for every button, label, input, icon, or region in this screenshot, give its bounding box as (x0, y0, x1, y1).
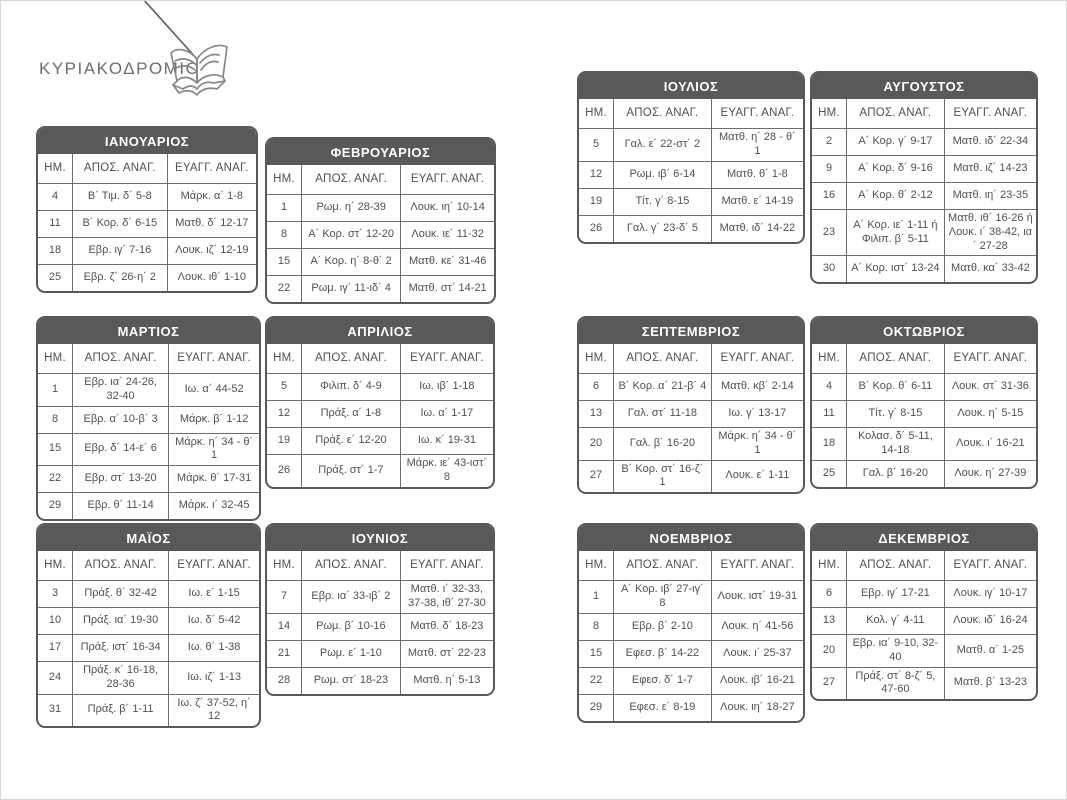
day-cell: 26 (277, 463, 291, 476)
reading-row (812, 607, 1036, 634)
day-cell: 8 (51, 412, 59, 425)
reading-row (267, 373, 493, 400)
day-cell: 5 (592, 137, 600, 150)
reading-row (812, 580, 1036, 607)
month-title: ΝΟΕΜΒΡΙΟΣ (579, 525, 803, 551)
gospel-reading-cell: Λουκ. ιδ´ 16-24 (944, 608, 1036, 634)
column-header-day: ΗΜ. (585, 107, 607, 120)
gospel-reading-cell: Ματθ. κε´ 31-46 (400, 249, 494, 275)
column-header-apostle: ΑΠΟΣ. ΑΝΑΓ. (301, 551, 400, 580)
reading-row (812, 155, 1036, 182)
gospel-reading-cell: Ματθ. ιδ´ 14-22 (711, 216, 803, 242)
gospel-reading-cell: Λουκ. η´ 5-15 (944, 401, 1036, 427)
day-cell: 11 (49, 217, 61, 230)
column-header-row (267, 551, 493, 580)
day-cell: 23 (822, 225, 836, 238)
apostle-reading-cell: Εβρ. ια´ 24-26, 32-40 (72, 374, 168, 406)
gospel-reading-cell: Ματθ. α´ 1-25 (944, 635, 1036, 667)
day-cell: 18 (48, 244, 62, 257)
month-title: ΜΑΡΤΙΟΣ (38, 318, 259, 344)
gospel-reading-cell: Μάρκ. η´ 34 - θ´ 1 (168, 434, 259, 466)
day-cell: 8 (280, 228, 288, 241)
month-rows (267, 194, 494, 302)
column-header-apostle: ΑΠΟΣ. ΑΝΑΓ. (72, 551, 168, 580)
gospel-reading-cell: Ιω. α´ 44-52 (168, 374, 259, 406)
apostle-reading-cell: Κολασ. δ´ 5-11, 14-18 (846, 428, 944, 460)
gospel-reading-cell: Ματθ. ιθ´ 16-26 ή Λουκ. ι´ 38-42, ια´ 27-28 (944, 210, 1036, 255)
apostle-reading-cell: Γαλ. ε´ 22-στ´ 2 (613, 129, 711, 161)
column-header-row (812, 551, 1036, 580)
month-rows (38, 580, 259, 726)
apostle-reading-cell: Πράξ. β´ 1-11 (72, 695, 168, 727)
day-cell: 22 (589, 673, 603, 686)
column-header-apostle: ΑΠΟΣ. ΑΝΑΓ. (72, 344, 168, 373)
day-cell: 4 (825, 380, 833, 393)
apostle-reading-cell: Εβρ. α´ 10-β´ 3 (72, 407, 168, 433)
apostle-reading-cell: Εβρ. ιγ´ 17-21 (846, 581, 944, 607)
day-cell: 18 (822, 436, 836, 449)
day-cell: 21 (277, 646, 291, 659)
day-cell: 11 (823, 407, 835, 420)
gospel-reading-cell: Ιω. γ´ 13-17 (711, 401, 803, 427)
gospel-reading-cell: Μάρκ. η´ 34 - θ´ 1 (711, 428, 803, 460)
apostle-reading-cell: Γαλ. στ´ 11-18 (613, 401, 711, 427)
day-cell: 27 (822, 676, 836, 689)
day-cell: 9 (825, 162, 833, 175)
column-header-day: ΗΜ. (818, 352, 840, 365)
month-title: ΑΠΡΙΛΙΟΣ (267, 318, 493, 344)
reading-row (812, 128, 1036, 155)
column-header-apostle: ΑΠΟΣ. ΑΝΑΓ. (301, 165, 400, 194)
day-cell: 15 (277, 255, 291, 268)
gospel-reading-cell: Ματθ. κα´ 33-42 (944, 256, 1036, 282)
month-title: ΣΕΠΤΕΜΒΡΙΟΣ (579, 318, 803, 344)
reading-row (579, 188, 803, 215)
reading-row (267, 613, 493, 640)
apostle-reading-cell: Εβρ. θ´ 11-14 (72, 493, 168, 519)
month-table-3 (810, 71, 1038, 284)
column-header-row (812, 99, 1036, 128)
reading-row (579, 427, 803, 460)
gospel-reading-cell: Μάρκ. θ´ 17-31 (168, 466, 259, 492)
gospel-reading-cell: Ματθ. δ´ 12-17 (167, 211, 256, 237)
apostle-reading-cell: Α´ Κορ. στ´ 12-20 (301, 222, 400, 248)
day-cell: 15 (48, 442, 62, 455)
reading-row (267, 667, 493, 694)
day-cell: 12 (277, 407, 291, 420)
column-header-day: ΗΜ. (818, 559, 840, 572)
month-title: ΔΕΚΕΜΒΡΙΟΣ (812, 525, 1036, 551)
gospel-reading-cell: Ιω. ιβ´ 1-18 (400, 374, 493, 400)
gospel-reading-cell: Ιω. θ´ 1-38 (168, 635, 259, 661)
apostle-reading-cell: Πράξ. στ´ 8-ζ´ 5, 47-60 (846, 668, 944, 700)
page-title: ΚΥΡΙΑΚΟΔΡΟΜΙΟ (39, 59, 201, 78)
reading-row (579, 400, 803, 427)
reading-row (267, 400, 493, 427)
open-book-icon (131, 1, 251, 101)
reading-row (579, 373, 803, 400)
apostle-reading-cell: Πράξ. κ´ 16-18, 28-36 (72, 662, 168, 694)
apostle-reading-cell: Εφεσ. ε´ 8-19 (613, 695, 711, 721)
gospel-reading-cell: Ματθ. κβ´ 2-14 (711, 374, 803, 400)
gospel-reading-cell: Μάρκ. β´ 1-12 (168, 407, 259, 433)
gospel-reading-cell: Λουκ. ι´ 25-37 (711, 641, 803, 667)
column-header-apostle: ΑΠΟΣ. ΑΝΑΓ. (613, 344, 711, 373)
apostle-reading-cell: Εβρ. στ´ 13-20 (72, 466, 168, 492)
gospel-reading-cell: Ματθ. ιζ´ 14-23 (944, 156, 1036, 182)
day-cell: 24 (48, 670, 62, 683)
reading-row (38, 406, 259, 433)
column-header-gospel: ΕΥΑΓΓ. ΑΝΑΓ. (711, 344, 803, 373)
day-cell: 1 (51, 382, 59, 395)
reading-row (812, 373, 1036, 400)
month-rows (38, 183, 256, 291)
apostle-reading-cell: Α´ Κορ. θ´ 2-12 (846, 183, 944, 209)
reading-row (38, 264, 256, 291)
apostle-reading-cell: Εβρ. β´ 2-10 (613, 614, 711, 640)
reading-row (38, 183, 256, 210)
reading-row (38, 634, 259, 661)
month-table-4 (36, 316, 261, 521)
reading-row (579, 161, 803, 188)
apostle-reading-cell: Εβρ. ιγ´ 7-16 (72, 238, 167, 264)
day-cell: 6 (825, 587, 833, 600)
column-header-gospel: ΕΥΑΓΓ. ΑΝΑΓ. (400, 551, 493, 580)
reading-row (812, 182, 1036, 209)
column-header-apostle: ΑΠΟΣ. ΑΝΑΓ. (301, 344, 400, 373)
apostle-reading-cell: Α´ Κορ. η´ 8-θ´ 2 (301, 249, 400, 275)
reading-row (579, 580, 803, 613)
column-header-row (267, 165, 494, 194)
month-rows (267, 580, 493, 694)
apostle-reading-cell: Α´ Κορ. γ´ 9-17 (846, 129, 944, 155)
reading-row (579, 613, 803, 640)
day-cell: 1 (280, 201, 288, 214)
day-cell: 16 (822, 189, 836, 202)
reading-row (579, 460, 803, 493)
gospel-reading-cell: Λουκ. ιγ´ 10-17 (944, 581, 1036, 607)
gospel-reading-cell: Λουκ. ιζ´ 12-19 (167, 238, 256, 264)
apostle-reading-cell: Εβρ. ια´ 9-10, 32-40 (846, 635, 944, 667)
reading-row (38, 433, 259, 466)
gospel-reading-cell: Μάρκ. ιε´ 43-ιστ´ 8 (400, 455, 493, 487)
column-header-day: ΗΜ. (273, 173, 295, 186)
day-cell: 10 (48, 614, 62, 627)
reading-row (38, 492, 259, 519)
apostle-reading-cell: Β´ Κορ. στ´ 16-ζ´ 1 (613, 461, 711, 493)
reading-row (812, 400, 1036, 427)
apostle-reading-cell: Τίτ. γ´ 8-15 (613, 189, 711, 215)
gospel-reading-cell: Μάρκ. ι´ 32-45 (168, 493, 259, 519)
month-rows (579, 580, 803, 721)
apostle-reading-cell: Τίτ. γ´ 8-15 (846, 401, 944, 427)
day-cell: 25 (48, 271, 62, 284)
column-header-day: ΗΜ. (44, 162, 66, 175)
day-cell: 8 (592, 619, 600, 632)
column-header-gospel: ΕΥΑΓΓ. ΑΝΑΓ. (944, 344, 1036, 373)
apostle-reading-cell: Α´ Κορ. ιστ´ 13-24 (846, 256, 944, 282)
gospel-reading-cell: Λουκ. η´ 41-56 (711, 614, 803, 640)
gospel-reading-cell: Ιω. ε´ 1-15 (168, 581, 259, 607)
apostle-reading-cell: Κολ. γ´ 4-11 (846, 608, 944, 634)
gospel-reading-cell: Ματθ. ι´ 32-33, 37-38, ιθ´ 27-30 (400, 581, 493, 613)
column-header-gospel: ΕΥΑΓΓ. ΑΝΑΓ. (167, 154, 256, 183)
apostle-reading-cell: Ρωμ. στ´ 18-23 (301, 668, 400, 694)
gospel-reading-cell: Λουκ. ε´ 1-11 (711, 461, 803, 493)
reading-row (579, 128, 803, 161)
apostle-reading-cell: Πράξ. ιστ´ 16-34 (72, 635, 168, 661)
reading-row (812, 460, 1036, 487)
month-table-1 (265, 137, 496, 304)
reading-row (267, 275, 494, 302)
reading-row (38, 465, 259, 492)
day-cell: 1 (592, 589, 600, 602)
month-rows (267, 373, 493, 487)
day-cell: 19 (277, 434, 291, 447)
month-title: ΑΥΓΟΥΣΤΟΣ (812, 73, 1036, 99)
month-table-11 (810, 523, 1038, 701)
gospel-reading-cell: Λουκ. ιη´ 18-27 (711, 695, 803, 721)
column-header-apostle: ΑΠΟΣ. ΑΝΑΓ. (72, 154, 167, 183)
day-cell: 7 (280, 589, 288, 602)
column-header-day: ΗΜ. (44, 559, 66, 572)
reading-row (812, 209, 1036, 255)
reading-row (579, 215, 803, 242)
month-title: ΙΟΥΝΙΟΣ (267, 525, 493, 551)
column-header-row (38, 154, 256, 183)
gospel-reading-cell: Ματθ. β´ 13-23 (944, 668, 1036, 700)
column-header-row (267, 344, 493, 373)
month-rows (812, 128, 1036, 282)
gospel-reading-cell: Ματθ. ε´ 14-19 (711, 189, 803, 215)
month-table-10 (577, 523, 805, 723)
gospel-reading-cell: Ματθ. η´ 28 - θ´ 1 (711, 129, 803, 161)
day-cell: 6 (592, 380, 600, 393)
apostle-reading-cell: Γαλ. β´ 16-20 (613, 428, 711, 460)
gospel-reading-cell: Λουκ. ιβ´ 16-21 (711, 668, 803, 694)
month-title: ΙΑΝΟΥΑΡΙΟΣ (38, 128, 256, 154)
apostle-reading-cell: Α´ Κορ. ιε´ 1-11 ή Φιλιπ. β´ 5-11 (846, 210, 944, 255)
day-cell: 13 (822, 614, 836, 627)
apostle-reading-cell: Πράξ. θ´ 32-42 (72, 581, 168, 607)
column-header-row (579, 551, 803, 580)
apostle-reading-cell: Β´ Τιμ. δ´ 5-8 (72, 184, 167, 210)
apostle-reading-cell: Πράξ. ια´ 19-30 (72, 608, 168, 634)
reading-row (267, 427, 493, 454)
gospel-reading-cell: Λουκ. ιθ´ 1-10 (167, 265, 256, 291)
column-header-day: ΗΜ. (585, 352, 607, 365)
day-cell: 28 (277, 673, 291, 686)
apostle-reading-cell: Πράξ. α´ 1-8 (301, 401, 400, 427)
gospel-reading-cell: Ιω. δ´ 5-42 (168, 608, 259, 634)
reading-row (267, 454, 493, 487)
month-table-8 (36, 523, 261, 728)
reading-row (267, 640, 493, 667)
column-header-day: ΗΜ. (818, 107, 840, 120)
reading-row (38, 373, 259, 406)
apostle-reading-cell: Φιλιπ. δ´ 4-9 (301, 374, 400, 400)
apostle-reading-cell: Γαλ. β´ 16-20 (846, 461, 944, 487)
gospel-reading-cell: Λουκ. ιη´ 10-14 (400, 195, 494, 221)
column-header-gospel: ΕΥΑΓΓ. ΑΝΑΓ. (944, 99, 1036, 128)
apostle-reading-cell: Β´ Κορ. α´ 21-β´ 4 (613, 374, 711, 400)
column-header-gospel: ΕΥΑΓΓ. ΑΝΑΓ. (400, 165, 494, 194)
month-table-7 (810, 316, 1038, 489)
day-cell: 2 (825, 135, 833, 148)
gospel-reading-cell: Ιω. ιζ´ 1-13 (168, 662, 259, 694)
day-cell: 31 (48, 703, 62, 716)
gospel-reading-cell: Ματθ. η´ 5-13 (400, 668, 493, 694)
column-header-apostle: ΑΠΟΣ. ΑΝΑΓ. (613, 99, 711, 128)
apostle-reading-cell: Ρωμ. ιγ´ 11-ιδ´ 4 (301, 276, 400, 302)
column-header-day: ΗΜ. (273, 559, 295, 572)
day-cell: 5 (280, 380, 288, 393)
gospel-reading-cell: Λουκ. η´ 27-39 (944, 461, 1036, 487)
reading-row (267, 580, 493, 613)
apostle-reading-cell: Εβρ. ια´ 33-ιβ´ 2 (301, 581, 400, 613)
day-cell: 22 (277, 282, 291, 295)
apostle-reading-cell: Εβρ. ζ´ 26-η´ 2 (72, 265, 167, 291)
reading-row (267, 248, 494, 275)
day-cell: 29 (48, 499, 62, 512)
apostle-reading-cell: Α´ Κορ. δ´ 9-16 (846, 156, 944, 182)
day-cell: 27 (589, 469, 603, 482)
day-cell: 3 (51, 587, 59, 600)
day-cell: 22 (48, 472, 62, 485)
apostle-reading-cell: Ρωμ. η´ 28-39 (301, 195, 400, 221)
reading-row (812, 634, 1036, 667)
gospel-reading-cell: Λουκ. στ´ 31-36 (944, 374, 1036, 400)
reading-row (38, 210, 256, 237)
day-cell: 12 (589, 167, 603, 180)
apostle-reading-cell: Εβρ. δ´ 14-ε´ 6 (72, 434, 168, 466)
day-cell: 17 (48, 641, 62, 654)
gospel-reading-cell: Ιω. ζ´ 37-52, η´ 12 (168, 695, 259, 727)
day-cell: 14 (277, 619, 291, 632)
apostle-reading-cell: Εφεσ. β´ 14-22 (613, 641, 711, 667)
gospel-reading-cell: Ιω. κ´ 19-31 (400, 428, 493, 454)
reading-row (38, 694, 259, 727)
column-header-row (579, 344, 803, 373)
reading-row (812, 667, 1036, 700)
column-header-gospel: ΕΥΑΓΓ. ΑΝΑΓ. (168, 344, 259, 373)
apostle-reading-cell: Ρωμ. β´ 10-16 (301, 614, 400, 640)
day-cell: 13 (589, 407, 603, 420)
column-header-row (812, 344, 1036, 373)
apostle-reading-cell: Β´ Κορ. θ´ 6-11 (846, 374, 944, 400)
month-table-0 (36, 126, 258, 293)
day-cell: 20 (589, 436, 603, 449)
reading-row (579, 694, 803, 721)
reading-row (38, 237, 256, 264)
apostle-reading-cell: Πράξ. ε´ 12-20 (301, 428, 400, 454)
reading-row (579, 640, 803, 667)
apostle-reading-cell: Ρωμ. ε´ 1-10 (301, 641, 400, 667)
gospel-reading-cell: Ματθ. θ´ 1-8 (711, 162, 803, 188)
month-rows (579, 373, 803, 492)
reading-row (812, 255, 1036, 282)
month-table-2 (577, 71, 805, 244)
month-rows (812, 580, 1036, 699)
gospel-reading-cell: Ματθ. ιδ´ 22-34 (944, 129, 1036, 155)
column-header-apostle: ΑΠΟΣ. ΑΝΑΓ. (846, 551, 944, 580)
column-header-day: ΗΜ. (44, 352, 66, 365)
apostle-reading-cell: Ρωμ. ιβ´ 6-14 (613, 162, 711, 188)
reading-row (812, 427, 1036, 460)
month-title: ΙΟΥΛΙΟΣ (579, 73, 803, 99)
day-cell: 26 (589, 221, 603, 234)
column-header-row (38, 344, 259, 373)
apostle-reading-cell: Πράξ. στ´ 1-7 (301, 455, 400, 487)
column-header-apostle: ΑΠΟΣ. ΑΝΑΓ. (846, 344, 944, 373)
gospel-reading-cell: Ματθ. ιη´ 23-35 (944, 183, 1036, 209)
gospel-reading-cell: Ματθ. δ´ 18-23 (400, 614, 493, 640)
gospel-reading-cell: Λουκ. ιστ´ 19-31 (711, 581, 803, 613)
gospel-reading-cell: Λουκ. ι´ 16-21 (944, 428, 1036, 460)
day-cell: 25 (822, 466, 836, 479)
day-cell: 29 (589, 700, 603, 713)
gospel-reading-cell: Ματθ. στ´ 22-23 (400, 641, 493, 667)
apostle-reading-cell: Εφεσ. δ´ 1-7 (613, 668, 711, 694)
gospel-reading-cell: Μάρκ. α´ 1-8 (167, 184, 256, 210)
apostle-reading-cell: Γαλ. γ´ 23-δ´ 5 (613, 216, 711, 242)
day-cell: 19 (589, 194, 603, 207)
gospel-reading-cell: Ιω. α´ 1-17 (400, 401, 493, 427)
day-cell: 4 (51, 190, 59, 203)
month-rows (38, 373, 259, 519)
month-table-6 (577, 316, 805, 494)
column-header-apostle: ΑΠΟΣ. ΑΝΑΓ. (613, 551, 711, 580)
column-header-day: ΗΜ. (273, 352, 295, 365)
month-rows (579, 128, 803, 242)
reading-row (579, 667, 803, 694)
month-rows (812, 373, 1036, 487)
column-header-apostle: ΑΠΟΣ. ΑΝΑΓ. (846, 99, 944, 128)
column-header-row (579, 99, 803, 128)
reading-row (267, 194, 494, 221)
gospel-reading-cell: Ματθ. στ´ 14-21 (400, 276, 494, 302)
month-title: ΜΑΪΟΣ (38, 525, 259, 551)
gospel-reading-cell: Λουκ. ιε´ 11-32 (400, 222, 494, 248)
apostle-reading-cell: Β´ Κορ. δ´ 6-15 (72, 211, 167, 237)
month-title: ΦΕΒΡΟΥΑΡΙΟΣ (267, 139, 494, 165)
apostle-reading-cell: Α´ Κορ. ιβ´ 27-ιγ´ 8 (613, 581, 711, 613)
month-table-5 (265, 316, 495, 489)
day-cell: 20 (822, 643, 836, 656)
column-header-gospel: ΕΥΑΓΓ. ΑΝΑΓ. (168, 551, 259, 580)
reading-row (38, 661, 259, 694)
reading-row (267, 221, 494, 248)
day-cell: 15 (589, 646, 603, 659)
month-title: ΟΚΤΩΒΡΙΟΣ (812, 318, 1036, 344)
column-header-row (38, 551, 259, 580)
reading-row (38, 580, 259, 607)
column-header-gospel: ΕΥΑΓΓ. ΑΝΑΓ. (400, 344, 493, 373)
reading-row (38, 607, 259, 634)
column-header-gospel: ΕΥΑΓΓ. ΑΝΑΓ. (711, 551, 803, 580)
column-header-day: ΗΜ. (585, 559, 607, 572)
column-header-gospel: ΕΥΑΓΓ. ΑΝΑΓ. (711, 99, 803, 128)
column-header-gospel: ΕΥΑΓΓ. ΑΝΑΓ. (944, 551, 1036, 580)
month-table-9 (265, 523, 495, 696)
day-cell: 30 (822, 262, 836, 275)
